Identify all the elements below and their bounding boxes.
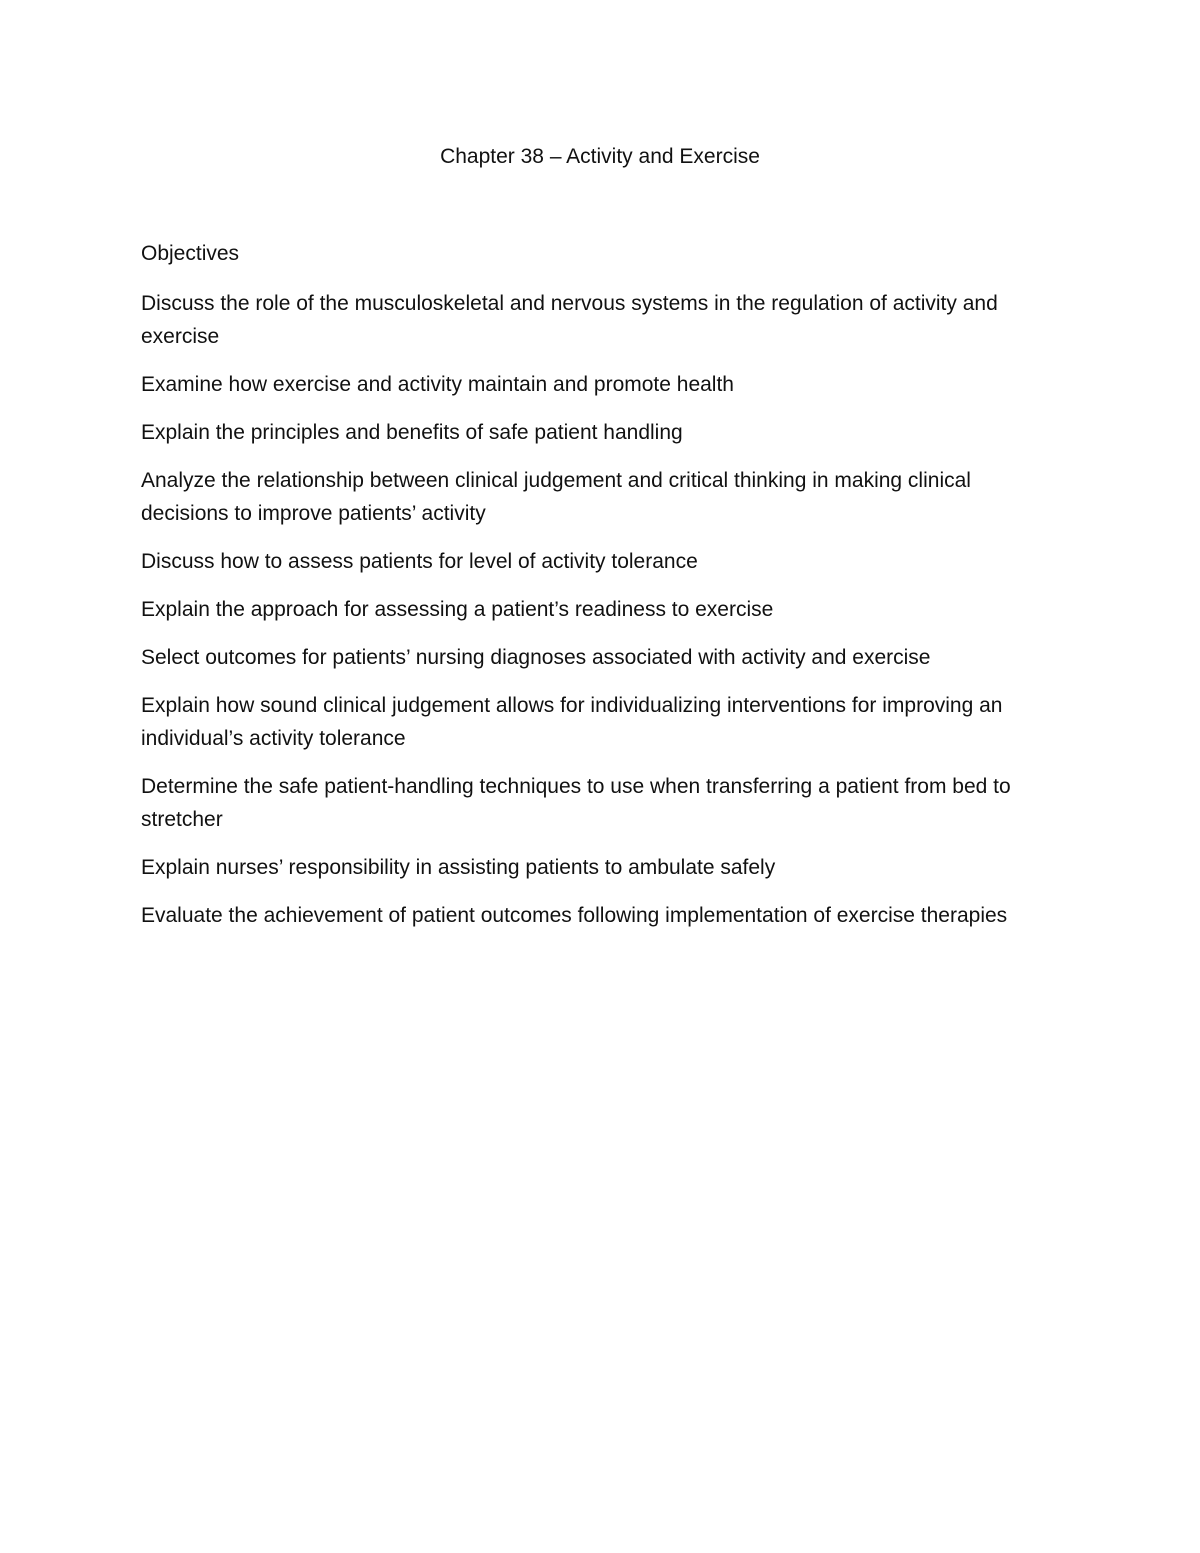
objectives-list <box>141 287 1061 932</box>
objectives-heading: Objectives <box>141 242 240 265</box>
objective-item: Determine the safe patient-handling techniques to use when transferring a patient from bed to stretcher <box>141 775 1011 831</box>
document-body <box>141 239 1061 947</box>
document-title: Chapter 38 – Activity and Exercise <box>440 145 760 168</box>
objective-item: Discuss how to assess patients for level of activity tolerance <box>141 550 698 573</box>
objective-item: Select outcomes for patients’ nursing diagnoses associated with activity and exercise <box>141 646 931 669</box>
objective-item: Examine how exercise and activity maintain and promote health <box>141 373 734 396</box>
objective-item: Analyze the relationship between clinical judgement and critical thinking in making clinical decisions to improve patients’ activity <box>141 469 971 525</box>
objective-item: Discuss the role of the musculoskeletal and nervous systems in the regulation of activity and exercise <box>141 292 998 348</box>
objective-item: Explain nurses’ responsibility in assisting patients to ambulate safely <box>141 856 776 879</box>
objective-item: Evaluate the achievement of patient outcomes following implementation of exercise therapies <box>141 904 1008 927</box>
objective-item: Explain the approach for assessing a patient’s readiness to exercise <box>141 598 774 621</box>
objective-item: Explain the principles and benefits of safe patient handling <box>141 421 683 444</box>
objective-item: Explain how sound clinical judgement allows for individualizing interventions for improving an individual’s activity tolerance <box>141 694 1003 750</box>
